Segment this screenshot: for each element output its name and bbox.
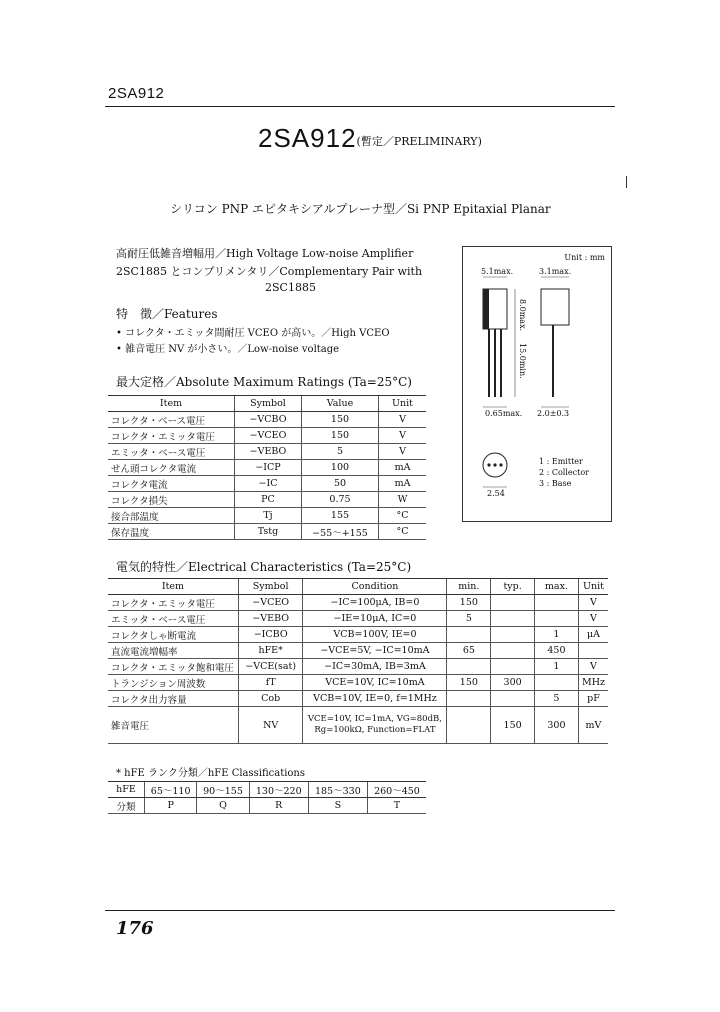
cell-unit: °C	[379, 508, 427, 524]
pin-label: 2 : Collector	[539, 468, 589, 477]
cell-min	[447, 707, 491, 744]
cell-max	[534, 675, 578, 691]
dim-label: 15.0min.	[518, 343, 527, 379]
col-symbol: Symbol	[235, 396, 302, 412]
table-row	[108, 444, 426, 460]
dim-label: 8.0max.	[518, 299, 527, 332]
table-row	[108, 508, 426, 524]
cell-rank: T	[367, 798, 426, 814]
cell-symbol: −IC	[235, 476, 302, 492]
cell-min: 150	[447, 675, 491, 691]
dim-label: 2.0±0.3	[537, 409, 570, 418]
table-row	[108, 798, 426, 814]
cell-item: コレクタ損失	[108, 492, 235, 508]
application-line-2: 2SC1885 とコンプリメンタリ／Complementary Pair with	[116, 265, 423, 278]
subtitle: シリコン PNP エピタキシアルプレーナ型／Si PNP Epitaxial Planar	[170, 202, 551, 216]
cell-symbol: −VCBO	[235, 412, 302, 428]
table-row	[108, 492, 426, 508]
page-title	[258, 123, 482, 154]
pin-label: 3 : Base	[539, 479, 572, 488]
row-label: 分類	[108, 798, 145, 814]
cell-unit: W	[379, 492, 427, 508]
cell-typ: 300	[491, 675, 535, 691]
cell-range: 260～450	[367, 782, 426, 798]
cell-item: コレクタ出力容量	[108, 691, 238, 707]
table-row	[108, 659, 608, 675]
cell-symbol: Tstg	[235, 524, 302, 540]
application-line-1: 高耐圧低雑音増幅用／High Voltage Low-noise Amplifier	[116, 247, 414, 260]
table-row	[108, 412, 426, 428]
table-row	[108, 643, 608, 659]
cell-condition: −IE=10μA, IC=0	[303, 611, 447, 627]
cell-value: 150	[302, 412, 379, 428]
table-row	[108, 611, 608, 627]
cell-unit: μA	[578, 627, 608, 643]
cell-item: コレクタ・エミッタ電圧	[108, 595, 238, 611]
cell-item: コレクタ・ベース電圧	[108, 412, 235, 428]
pin-dot	[499, 463, 502, 466]
cell-min	[447, 691, 491, 707]
cell-range: 65～110	[145, 782, 197, 798]
cell-unit: mV	[578, 707, 608, 744]
cell-unit: °C	[379, 524, 427, 540]
cell-item: 接合部温度	[108, 508, 235, 524]
footer-rule	[105, 910, 615, 911]
cell-unit: mA	[379, 460, 427, 476]
col-unit: Unit	[379, 396, 427, 412]
cell-range: 90～155	[197, 782, 249, 798]
cell-symbol: fT	[238, 675, 303, 691]
cell-item: コレクタ・エミッタ飽和電圧	[108, 659, 238, 675]
cell-symbol: −ICBO	[238, 627, 303, 643]
title-preliminary: (暫定／PRELIMINARY)	[356, 135, 482, 148]
cell-min: 150	[447, 595, 491, 611]
col-item: Item	[108, 396, 235, 412]
cell-item: コレクタしゃ断電流	[108, 627, 238, 643]
side-body	[541, 289, 569, 325]
cell-item: 雑音電圧	[108, 707, 238, 744]
col-item: Item	[108, 579, 238, 595]
elec-heading: 電気的特性／Electrical Characteristics (Ta=25°C)	[116, 560, 412, 574]
feature-item: • コレクタ・エミッタ間耐圧 VCEO が高い。／High VCEO	[116, 328, 390, 339]
cell-item: エミッタ・ベース電圧	[108, 444, 235, 460]
cell-symbol: −VEBO	[238, 611, 303, 627]
feature-item: • 雑音電圧 NV が小さい。／Low-noise voltage	[116, 344, 340, 355]
title-part: 2SA912	[258, 123, 357, 153]
cell-symbol: Tj	[235, 508, 302, 524]
cell-value: 150	[302, 428, 379, 444]
table-row	[108, 428, 426, 444]
cell-item: コレクタ電流	[108, 476, 235, 492]
cell-symbol: −VCE(sat)	[238, 659, 303, 675]
cell-symbol: −VEBO	[235, 444, 302, 460]
cell-symbol: NV	[238, 707, 303, 744]
abs-max-table	[108, 395, 426, 540]
dim-label: 5.1max.	[481, 267, 514, 276]
cell-typ	[491, 595, 535, 611]
cell-symbol: −ICP	[235, 460, 302, 476]
cell-typ	[491, 611, 535, 627]
cell-item: トランジション周波数	[108, 675, 238, 691]
cell-item: エミッタ・ベース電圧	[108, 611, 238, 627]
cell-max: 5	[534, 691, 578, 707]
cell-symbol: Cob	[238, 691, 303, 707]
cell-max	[534, 611, 578, 627]
cell-unit: V	[578, 659, 608, 675]
col-condition: Condition	[303, 579, 447, 595]
cell-min: 5	[447, 611, 491, 627]
classif-heading: * hFE ランク分類／hFE Classifications	[116, 768, 306, 779]
cell-condition: −IC=100μA, IB=0	[303, 595, 447, 611]
pin-dot	[487, 463, 490, 466]
header-rule	[105, 106, 615, 107]
cell-symbol: PC	[235, 492, 302, 508]
cell-symbol: −VCEO	[238, 595, 303, 611]
cell-rank: S	[308, 798, 367, 814]
table-row	[108, 627, 608, 643]
cell-max: 300	[534, 707, 578, 744]
cell-rank: R	[249, 798, 308, 814]
cell-unit: pF	[578, 691, 608, 707]
dim-label: 2.54	[487, 489, 505, 498]
cell-value: 100	[302, 460, 379, 476]
cell-min	[447, 627, 491, 643]
cell-unit: mA	[379, 476, 427, 492]
cell-max: 1	[534, 627, 578, 643]
cell-typ	[491, 643, 535, 659]
cell-unit: V	[578, 595, 608, 611]
cell-unit: V	[379, 412, 427, 428]
dim-label: 0.65max.	[485, 409, 523, 418]
cell-rank: Q	[197, 798, 249, 814]
table-row	[108, 476, 426, 492]
col-symbol: Symbol	[238, 579, 303, 595]
cell-min	[447, 659, 491, 675]
col-typ: typ.	[491, 579, 535, 595]
cell-max	[534, 595, 578, 611]
cell-item: コレクタ・エミッタ電圧	[108, 428, 235, 444]
cell-max: 450	[534, 643, 578, 659]
table-row	[108, 460, 426, 476]
cell-max: 1	[534, 659, 578, 675]
cell-range: 130～220	[249, 782, 308, 798]
cell-condition: VCE=10V, IC=10mA	[303, 675, 447, 691]
cell-min: 65	[447, 643, 491, 659]
package-outline-box	[462, 246, 612, 522]
cell-value: 155	[302, 508, 379, 524]
classif-table	[108, 781, 426, 814]
package-drawing	[463, 247, 611, 521]
cell-condition: −IC=30mA, IB=3mA	[303, 659, 447, 675]
cell-unit	[578, 643, 608, 659]
table-row	[108, 782, 426, 798]
cell-typ	[491, 691, 535, 707]
table-header-row	[108, 579, 608, 595]
row-label: hFE	[108, 782, 145, 798]
table-row	[108, 524, 426, 540]
dim-label: 3.1max.	[539, 267, 572, 276]
col-max: max.	[534, 579, 578, 595]
elec-table	[108, 578, 608, 744]
cell-typ: 150	[491, 707, 535, 744]
cell-item: 直流電流増幅率	[108, 643, 238, 659]
table-header-row	[108, 396, 426, 412]
unit-label: Unit : mm	[564, 253, 605, 262]
cell-typ	[491, 659, 535, 675]
cell-range: 185～330	[308, 782, 367, 798]
cell-symbol: hFE*	[238, 643, 303, 659]
table-row	[108, 691, 608, 707]
cell-symbol: −VCEO	[235, 428, 302, 444]
cell-condition: VCB=100V, IE=0	[303, 627, 447, 643]
col-value: Value	[302, 396, 379, 412]
cell-unit: V	[578, 611, 608, 627]
header-part-number: 2SA912	[108, 85, 165, 102]
pin-dot	[493, 463, 496, 466]
front-tab	[483, 289, 489, 329]
cell-unit: V	[379, 444, 427, 460]
table-row	[108, 707, 608, 744]
table-row	[108, 675, 608, 691]
cell-unit: V	[379, 428, 427, 444]
col-min: min.	[447, 579, 491, 595]
application-line-3: 2SC1885	[265, 281, 316, 294]
cell-value: 5	[302, 444, 379, 460]
cell-item: せん頭コレクタ電流	[108, 460, 235, 476]
cell-typ	[491, 627, 535, 643]
page-number: 176	[116, 918, 154, 939]
features-heading: 特 徴／Features	[116, 307, 218, 321]
cell-condition: −VCE=5V, −IC=10mA	[303, 643, 447, 659]
cell-condition: VCE=10V, IC=1mA, VG=80dB, Rg=100kΩ, Function=FLAT	[303, 707, 447, 744]
cell-value: 50	[302, 476, 379, 492]
pin-label: 1 : Emitter	[539, 457, 583, 466]
abs-max-heading: 最大定格／Absolute Maximum Ratings (Ta=25°C)	[116, 375, 412, 389]
cell-item: 保存温度	[108, 524, 235, 540]
edge-mark	[626, 176, 627, 188]
col-unit: Unit	[578, 579, 608, 595]
cell-value: 0.75	[302, 492, 379, 508]
cell-condition: VCB=10V, IE=0, f=1MHz	[303, 691, 447, 707]
table-row	[108, 595, 608, 611]
cell-unit: MHz	[578, 675, 608, 691]
cell-rank: P	[145, 798, 197, 814]
cell-value: −55～+155	[302, 524, 379, 540]
